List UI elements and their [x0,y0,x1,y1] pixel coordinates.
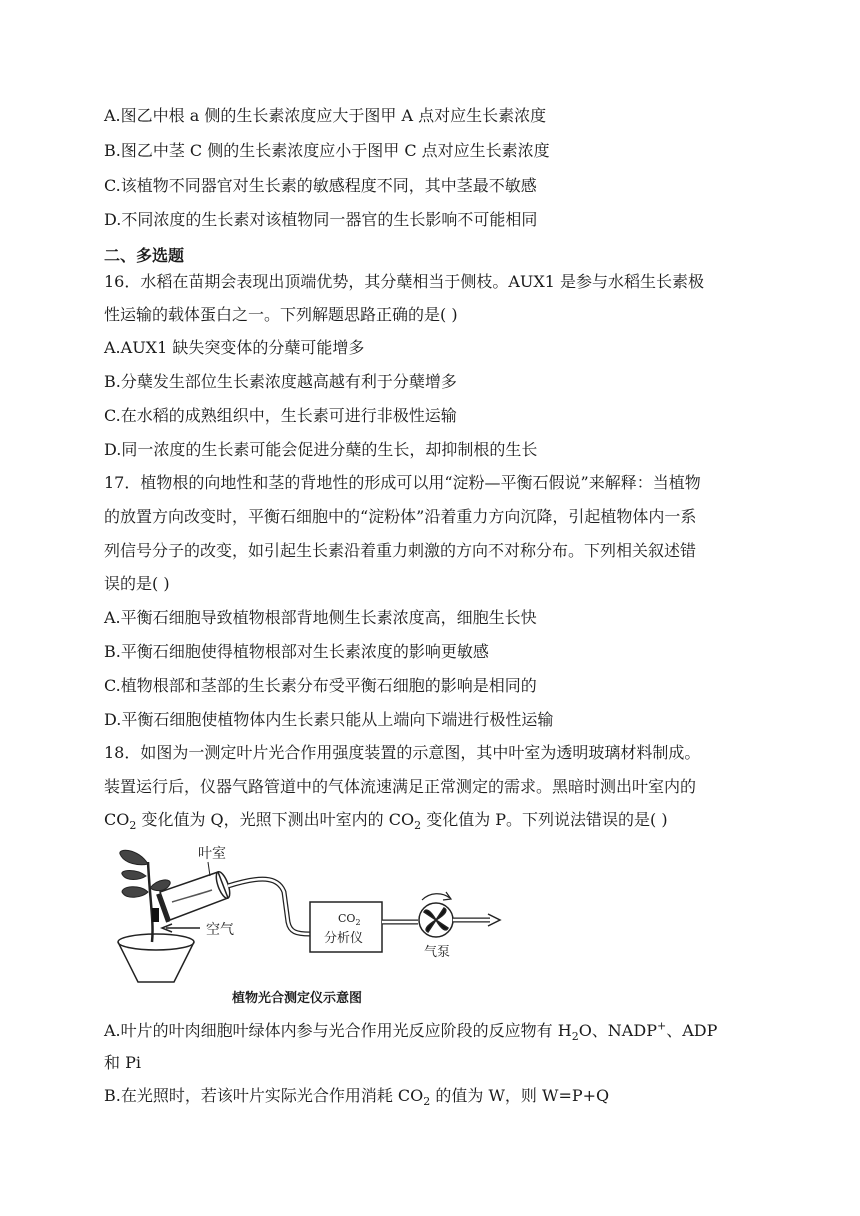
q18-stem-line2: 装置运行后，仪器气路管道中的气体流速满足正常测定的需求。黑暗时测出叶室内的 [104,777,697,796]
figure-caption: 植物光合测定仪示意图 [232,991,363,1006]
leaf-chamber-pointer [208,862,210,876]
photosynthesis-apparatus-figure [100,842,520,1010]
q16-stem-line1: 16．水稻在苗期会表现出顶端优势，其分蘖相当于侧枝。AUX1 是参与水稻生长素极 [104,272,705,291]
q18-option-b: B.在光照时，若该叶片实际光合作用消耗 $CO_2$ 的值为 W，则 W=P+Q [104,1086,610,1109]
q18-option-a-line2: 和 Pi [104,1053,141,1072]
analyzer-co2-label: $CO_2$ [338,912,361,927]
air-label: 空气 [206,922,234,938]
q17-stem-line1: 17．植物根的向地性和茎的背地性的形成可以用“淀粉—平衡石假说”来解释：当植物 [104,473,701,492]
section-title: 二、多选题 [104,246,185,265]
flower-pot [118,934,194,982]
air-pump [419,892,453,937]
q17-stem-line2: 的放置方向改变时，平衡石细胞中的“淀粉体”沿着重力方向沉降，引起植物体内一系 [104,507,697,526]
q15-option-b: B.图乙中茎 C 侧的生长素浓度应小于图甲 C 点对应生长素浓度 [104,141,550,160]
q17-stem-line4: 误的是( ) [104,574,170,593]
leaf-chamber-label: 叶室 [198,846,226,862]
q15-option-a: A.图乙中根 a 侧的生长素浓度应大于图甲 A 点对应生长素浓度 [104,106,547,125]
tube-to-analyzer [228,879,310,934]
pump-label: 气泵 [424,945,451,960]
q17-option-d: D.平衡石细胞使植物体内生长素只能从上端向下端进行极性运输 [104,710,554,729]
plant-leaves [120,850,170,897]
leaf-chamber [158,870,232,922]
analyzer-label: 分析仪 [324,931,364,946]
plant-stem [148,862,153,942]
q18-stem-line1: 18．如图为一测定叶片光合作用强度装置的示意图，其中叶室为透明玻璃材料制成。 [104,743,701,762]
air-inlet [162,924,200,932]
q17-option-a: A.平衡石细胞导致植物根部背地侧生长素浓度高，细胞生长快 [104,608,537,627]
q16-option-b: B.分蘖发生部位生长素浓度越高越有利于分蘖增多 [104,372,457,391]
q16-option-c: C.在水稻的成熟组织中，生长素可进行非极性运输 [104,406,457,425]
q16-stem-line2: 性运输的载体蛋白之一。下列解题思路正确的是( ) [104,305,458,324]
q15-option-c: C.该植物不同器官对生长素的敏感程度不同，其中茎最不敏感 [104,176,537,195]
q17-stem-line3: 列信号分子的改变，如引起生长素沿着重力刺激的方向不对称分布。下列相关叙述错 [104,541,697,560]
q16-option-a: A.AUX1 缺失突变体的分蘖可能增多 [104,338,365,357]
q18-stem-line3: $CO_2$ 变化值为 Q，光照下测出叶室内的 $CO_2$ 变化值为 P。下列说法错误的是( ) [104,810,668,833]
q17-option-c: C.植物根部和茎部的生长素分布受平衡石细胞的影响是相同的 [104,676,537,695]
chamber-clip [152,908,159,922]
q16-option-d: D.同一浓度的生长素可能会促进分蘖的生长，却抑制根的生长 [104,440,538,459]
q17-option-b: B.平衡石细胞使得植物根部对生长素浓度的影响更敏感 [104,642,489,661]
q18-option-a-line1: A.叶片的叶肉细胞叶绿体内参与光合作用光反应阶段的反应物有 $H_2O$、NADP+、ADP [104,1019,718,1044]
q15-option-d: D.不同浓度的生长素对该植物同一器官的生长影响不可能相同 [104,210,538,229]
